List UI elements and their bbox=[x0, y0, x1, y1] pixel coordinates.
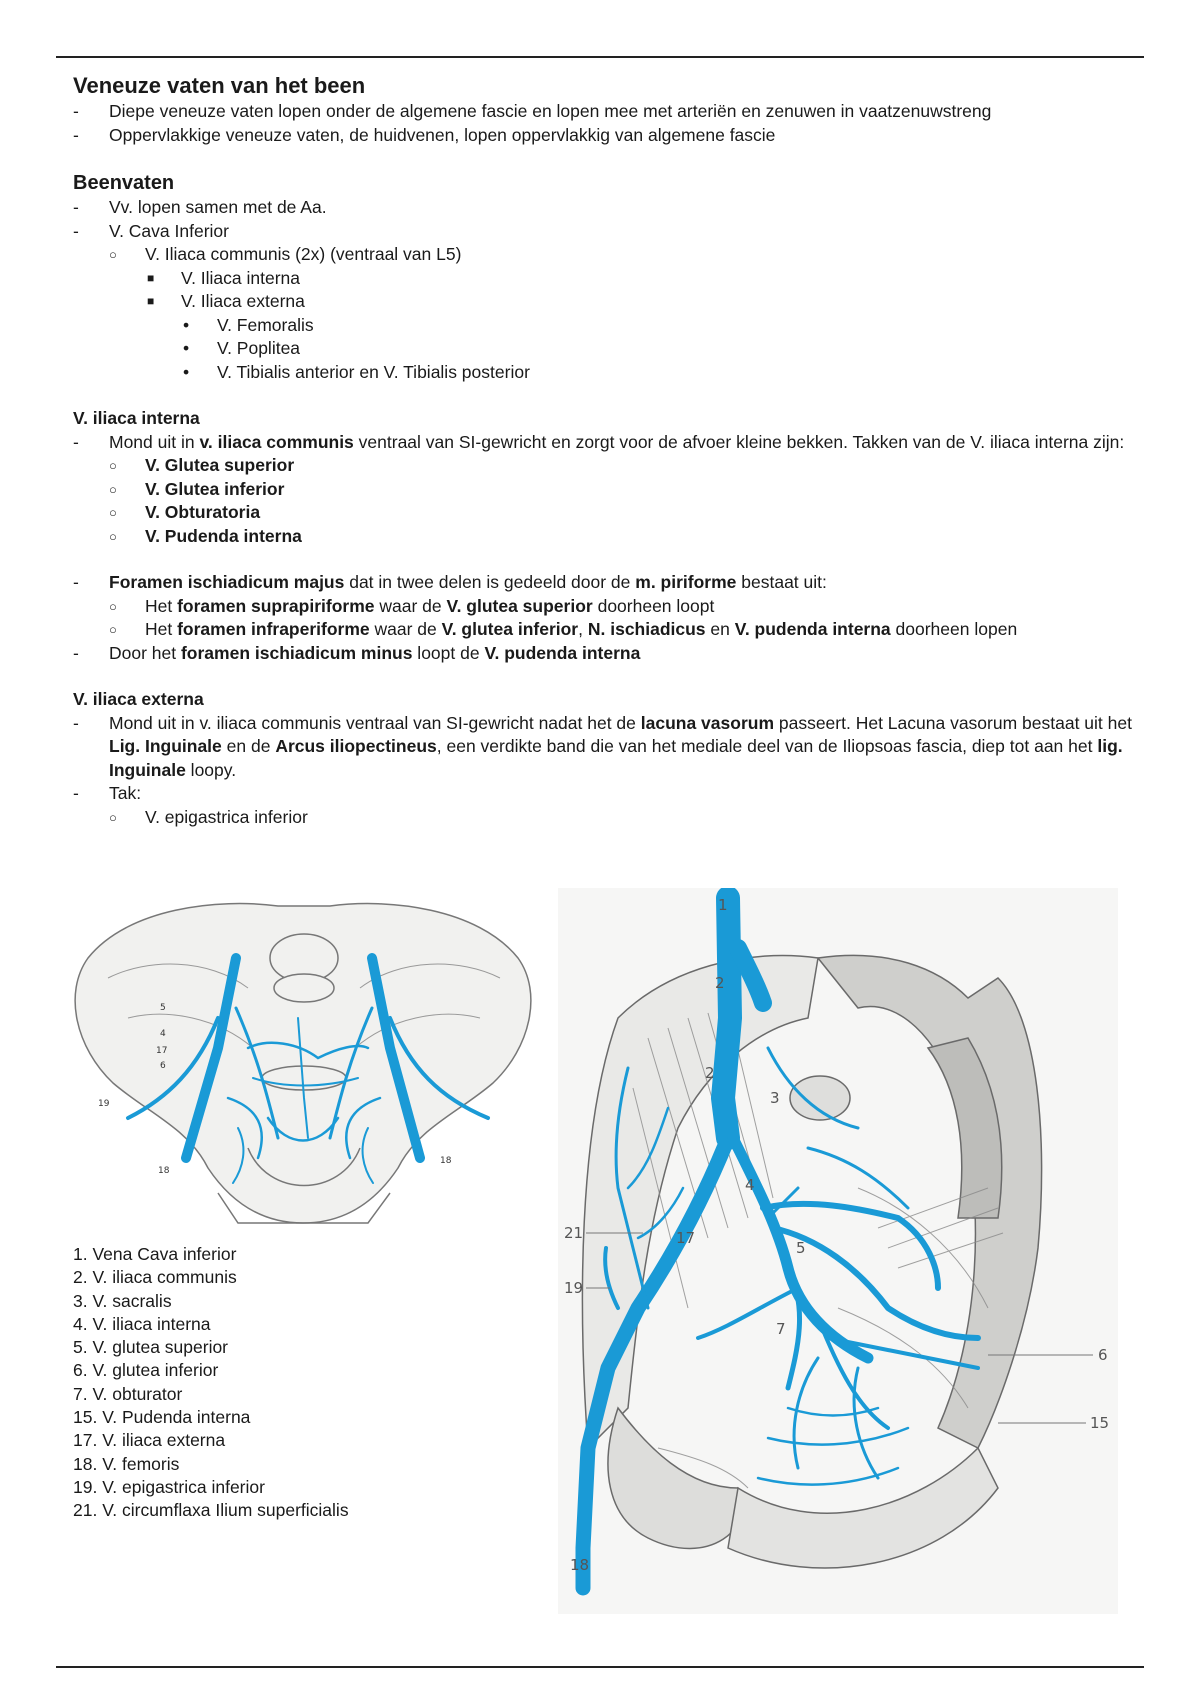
list-item: ○ V. epigastrica inferior bbox=[109, 806, 308, 827]
legend-item: 2. V. iliaca communis bbox=[73, 1267, 237, 1288]
list-item: - V. Cava Inferior bbox=[73, 220, 229, 241]
list-item: - Vv. lopen samen met de Aa. bbox=[73, 197, 327, 217]
list-item: - Mond uit in v. iliaca communis ventraal van SI-gewricht nadat het de lacuna vasorum passeert. Het Lacuna vasorum bestaat uit het Lig. Inguinale en de Arcus iliopectineus, een verdikte band die van het mediale deel van de Iliopsoas fascia, diep tot aan het lig. Inguinale loopy. bbox=[73, 712, 1132, 780]
legend-item: 21. V. circumflaxa Ilium superficialis bbox=[73, 1500, 349, 1521]
legend-item: 6. V. glutea inferior bbox=[73, 1360, 219, 1381]
legend-item: 7. V. obturator bbox=[73, 1383, 183, 1404]
fig-right-label: 4 bbox=[745, 1176, 755, 1194]
document-body bbox=[73, 72, 1133, 829]
section-title-interna: V. iliaca interna bbox=[73, 408, 200, 428]
fig-left-label: 18 bbox=[158, 1166, 170, 1176]
list-item: ○ Het foramen infraperiforme waar de V. glutea inferior, N. ischiadicus en V. pudenda interna doorheen lopen bbox=[109, 619, 1018, 639]
section-title-externa: V. iliaca externa bbox=[73, 689, 204, 709]
legend-item: 19. V. epigastrica inferior bbox=[73, 1476, 265, 1497]
legend-item: 18. V. femoris bbox=[73, 1453, 180, 1474]
fig-left-label: 5 bbox=[160, 1003, 166, 1013]
fig-left-label: 4 bbox=[160, 1029, 166, 1039]
fig-left-label: 6 bbox=[160, 1061, 166, 1071]
fig-left-label: 19 bbox=[98, 1099, 110, 1109]
list-item: - Mond uit in v. iliaca communis ventraal van SI-gewricht en zorgt voor de afvoer kleine bekken. Takken van de V. iliaca interna zijn: bbox=[73, 431, 1125, 452]
list-item: - Door het foramen ischiadicum minus loopt de V. pudenda interna bbox=[73, 642, 641, 663]
fig-left-label: 17 bbox=[156, 1046, 168, 1056]
list-item: • V. Femoralis bbox=[183, 314, 314, 335]
top-rule bbox=[56, 56, 1144, 58]
legend-item: 15. V. Pudenda interna bbox=[73, 1407, 251, 1428]
bottom-rule bbox=[56, 1666, 1144, 1668]
pelvis-sagittal-figure bbox=[558, 888, 1118, 1614]
fig-right-label: 18 bbox=[570, 1556, 590, 1574]
legend-item: 1. Vena Cava inferior bbox=[73, 1244, 237, 1264]
fig-right-label: 15 bbox=[1090, 1414, 1110, 1432]
pelvis-frontal-illustration bbox=[68, 898, 540, 1228]
list-item: ○ Het foramen suprapiriforme waar de V. glutea superior doorheen loopt bbox=[109, 595, 715, 616]
list-item: ○ V. Iliaca communis (2x) (ventraal van L5) bbox=[109, 244, 462, 264]
fig-right-label: 2 bbox=[715, 974, 725, 992]
list-item: - Diepe veneuze vaten lopen onder de algemene fascie en lopen mee met arteriën en zenuwen in vaatzenuwstreng bbox=[73, 101, 992, 121]
pelvis-frontal-figure bbox=[68, 898, 540, 1228]
list-item: ○ V. Glutea superior bbox=[109, 455, 295, 475]
fig-right-label: 2 bbox=[705, 1064, 715, 1082]
list-item: ○ V. Obturatoria bbox=[109, 502, 261, 522]
fig-right-label: 19 bbox=[564, 1279, 584, 1297]
section-title-beenvaten: Beenvaten bbox=[73, 172, 175, 194]
list-item: • V. Tibialis anterior en V. Tibialis posterior bbox=[183, 361, 530, 382]
fig-left-label: 18 bbox=[440, 1156, 452, 1166]
fig-right-label: 21 bbox=[564, 1224, 584, 1242]
list-item: ■ V. Iliaca externa bbox=[147, 291, 305, 311]
fig-right-label: 1 bbox=[718, 896, 728, 914]
list-item: ○ V. Glutea inferior bbox=[109, 478, 285, 499]
list-item: - Foramen ischiadicum majus dat in twee delen is gedeeld door de m. piriforme bestaat uit: bbox=[73, 572, 827, 592]
fig-right-label: 17 bbox=[676, 1229, 696, 1247]
figure-legend bbox=[73, 1243, 349, 1523]
list-item: ■ V. Iliaca interna bbox=[147, 267, 301, 288]
pelvis-sagittal-illustration bbox=[558, 888, 1118, 1614]
list-item: - Tak: bbox=[73, 783, 142, 803]
section-title-veneuze: Veneuze vaten van het been bbox=[73, 73, 366, 98]
legend-item: 17. V. iliaca externa bbox=[73, 1430, 226, 1451]
legend-item: 5. V. glutea superior bbox=[73, 1337, 229, 1358]
fig-right-label: 7 bbox=[776, 1320, 786, 1338]
list-item: - Oppervlakkige veneuze vaten, de huidvenen, lopen oppervlakkig van algemene fascie bbox=[73, 124, 776, 145]
legend-item: 3. V. sacralis bbox=[73, 1290, 172, 1311]
legend-item: 4. V. iliaca interna bbox=[73, 1313, 211, 1334]
fig-right-label: 5 bbox=[796, 1239, 806, 1257]
list-item: • V. Poplitea bbox=[183, 338, 301, 358]
list-item: ○ V. Pudenda interna bbox=[109, 525, 302, 546]
fig-right-label: 6 bbox=[1098, 1346, 1108, 1364]
fig-right-label: 3 bbox=[770, 1089, 780, 1107]
